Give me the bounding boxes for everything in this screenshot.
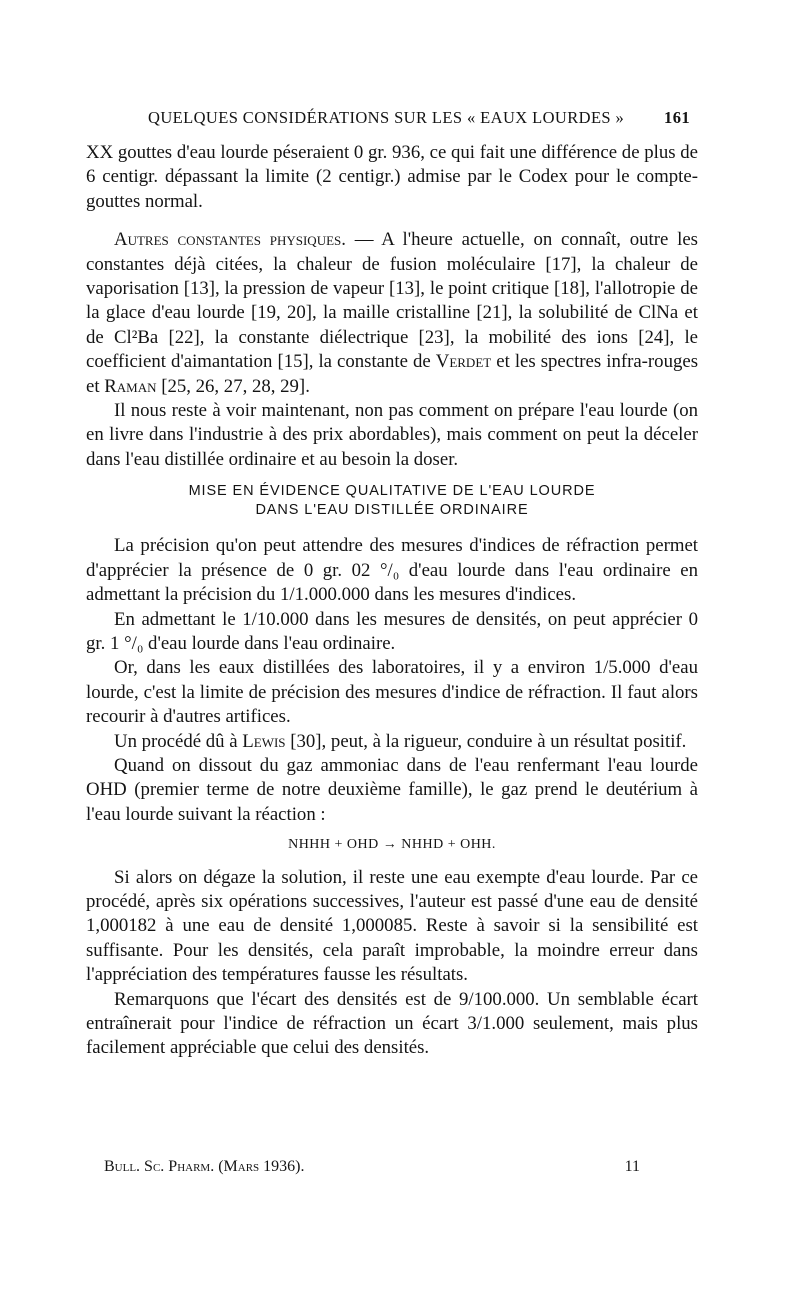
signature-number: 11	[624, 1158, 640, 1175]
paragraph-text: et les spectres infra-rouges et	[86, 351, 699, 397]
journal-citation: Bull. Sc. Pharm. (Mars 1936).	[104, 1158, 305, 1175]
page-body	[86, 141, 698, 1061]
paragraph: Quand on dissout du gaz ammoniac dans de l'eau renfermant l'eau lourde OHD (premier terme de notre deuxième famille), le gaz prend le deutérium à l'eau lourde suivant la réaction :	[86, 754, 698, 825]
paragraph-continuation: XX gouttes d'eau lourde péseraient 0 gr. 936, ce qui fait une différence de plus de 6 centigr. dépassant la limite (2 centigr.) admise par le Codex pour le compte-gouttes normal.	[86, 142, 698, 212]
paragraph: Si alors on dégaze la solution, il reste une eau exempte d'eau lourde. Par ce procédé, après six opérations successives, l'auteur est passé d'une eau de densité 1,000182 à une eau de densité 1,000085. Reste à savoir si la sensibilité est suffisante. Pour les densités, cela paraît improbable, la moindre erreur dans l'appréciation des températures fausse les résultats.	[86, 866, 698, 986]
paragraph-text: — A l'heure actuelle, on connaît, outre les constantes déjà citées, la chaleur de fusion moléculaire [17], la chaleur de vaporisation [13], la pression de vapeur [13], le point critique [18], l'allotropie de la glace d'eau lourde [19, 20], la maille cristalline [21], la solubilité de ClNa et de Cl²Ba [22], la constante diélectrique [23], la mobilité des ions [24], le coefficient d'aimantation [15], la constante de	[86, 229, 698, 373]
paragraph-lewis	[86, 730, 698, 754]
section-heading	[86, 482, 698, 520]
paragraph-text: [30], peut, à la rigueur, conduire à un résultat positif.	[285, 730, 687, 752]
paragraph: En admettant le 1/10.000 dans les mesures de densités, on peut apprécier 0 gr. 1 °/₀ d'eau lourde dans l'eau ordinaire.	[86, 608, 698, 654]
paragraph-text: [25, 26, 27, 28, 29].	[156, 375, 310, 397]
chemical-equation: NHHH + OHD → NHHD + OHH.	[288, 837, 496, 853]
section-heading-line: DANS L'EAU DISTILLÉE ORDINAIRE	[255, 502, 529, 519]
paragraph-text: Un procédé dû à	[114, 730, 243, 752]
author-name-lewis: Lewis	[242, 730, 286, 752]
paragraph: Il nous reste à voir maintenant, non pas comment on prépare l'eau lourde (on en livre dans l'industrie à des prix abordables), mais comment on peut la déceler dans l'eau distillée ordinaire et au besoin la doser.	[86, 400, 698, 470]
author-name-verdet: Verdet	[435, 351, 492, 373]
paragraph-physical-constants	[86, 228, 698, 399]
section-heading-line: MISE EN ÉVIDENCE QUALITATIVE DE L'EAU LOURDE	[188, 483, 596, 500]
author-name-raman: Raman	[104, 375, 157, 397]
paragraph: Remarquons que l'écart des densités est de 9/100.000. Un semblable écart entraînerait pour l'indice de réfraction un écart 3/1.000 seulement, mais plus facilement appréciable que celui des densités.	[86, 988, 698, 1059]
page-number: 161	[664, 108, 690, 127]
running-header	[148, 108, 690, 132]
section-run-in-heading: Autres constantes physiques.	[114, 229, 346, 251]
running-title: QUELQUES CONSIDÉRATIONS SUR LES « EAUX LOURDES »	[148, 108, 625, 127]
paragraph: Or, dans les eaux distillées des laboratoires, il y a environ 1/5.000 d'eau lourde, c'est la limite de précision des mesures d'indice de réfraction. Il faut alors recourir à d'autres artifices.	[86, 657, 698, 728]
paragraph: La précision qu'on peut attendre des mesures d'indices de réfraction permet d'apprécier la présence de 0 gr. 02 °/₀ d'eau lourde dans l'eau ordinaire en admettant la précision du 1/1.000.000 dans les mesures d'indices.	[86, 535, 698, 606]
